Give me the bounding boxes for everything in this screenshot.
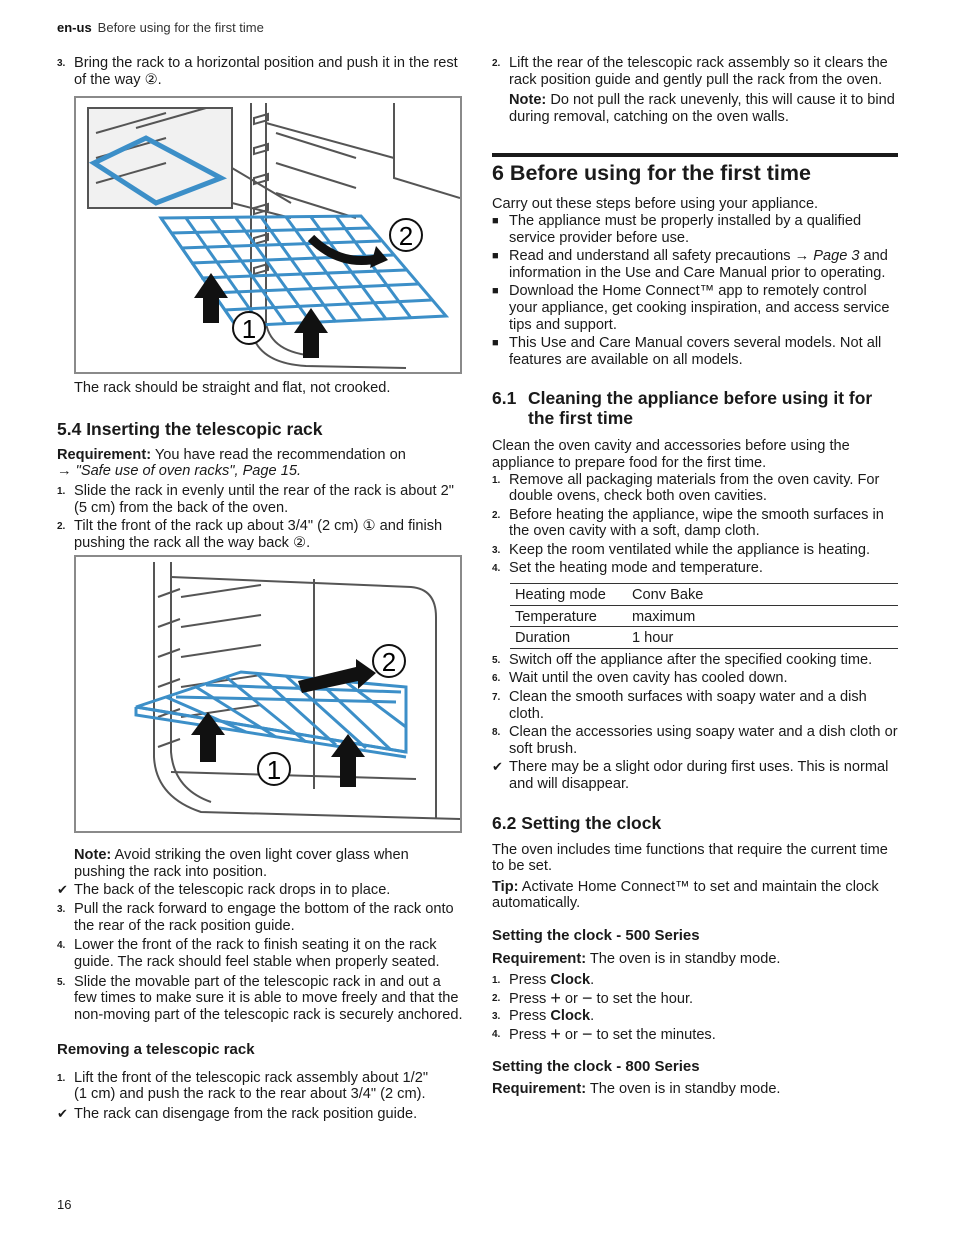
step-number: 3. <box>57 904 66 916</box>
step-text-tail: to set the hour. <box>592 990 694 1007</box>
step-text: Before heating the appliance, wipe the smooth surfaces in the oven cavity with a soft, damp cloth. <box>509 506 884 540</box>
step-text-mid: or <box>560 990 582 1007</box>
fig2-label-2: 2 <box>381 647 397 678</box>
list-item <box>57 483 463 516</box>
result-item <box>57 1106 463 1123</box>
step-text: Press <box>509 990 551 1007</box>
chapter-title: 6 Before using for the first time <box>492 161 811 186</box>
bullet-text: This Use and Care Manual covers several models. Not all features are available on all models. <box>509 335 882 368</box>
table-cell: Duration <box>510 627 627 649</box>
bullet-item <box>492 248 898 281</box>
result-text: The back of the telescopic rack drops in to place. <box>74 881 391 898</box>
step-text: Switch off the appliance after the specified cooking time. <box>509 651 873 668</box>
bullet-text: Read and understand all safety precautions <box>509 248 791 265</box>
table-cell: Temperature <box>510 605 627 627</box>
requirement-text: You have read the recommendation on <box>151 446 406 463</box>
step-number: 2. <box>57 521 66 533</box>
section-5-4-title: 5.4 Inserting the telescopic rack <box>57 418 323 439</box>
figure-caption: The rack should be straight and flat, not crooked. <box>74 380 391 397</box>
bullet-text-tail: and information in the Use and Care Manual prior to operating. <box>509 248 888 281</box>
fig1-label-1: 1 <box>241 314 257 345</box>
section-intro: The oven includes time functions that require the current time to be set. <box>492 841 888 875</box>
list-item <box>57 1070 463 1103</box>
note-text: Do not pull the rack unevenly, this will cause it to bind during removal, catching on the oven walls. <box>509 92 895 125</box>
list-item <box>57 55 463 88</box>
chapter-intro: Carry out these steps before using your appliance. <box>492 196 819 213</box>
result-text: The rack can disengage from the rack position guide. <box>74 1106 418 1123</box>
requirement <box>57 447 463 480</box>
plus-icon: + <box>550 987 561 1008</box>
requirement <box>492 1081 898 1098</box>
page-number: 16 <box>57 1197 72 1212</box>
section-number: 6.1 <box>492 388 517 409</box>
step-text: Tilt the front of the rack up about 3/4" (2 cm) ① and finish pushing the rack all the way back ②. <box>74 518 443 551</box>
step-text-mid: or <box>560 1026 582 1043</box>
clock-button-label: Clock <box>550 1008 591 1025</box>
requirement-label: Requirement: <box>492 1081 587 1098</box>
list-item <box>492 972 898 989</box>
step-text: Press <box>509 1008 551 1025</box>
note-text: Avoid striking the oven light cover glass when pushing the rack into position. <box>74 847 409 880</box>
step-text: Clean the smooth surfaces with soapy water and a dish cloth. <box>509 689 867 722</box>
step-text: Lower the front of the rack to finish seating it on the rack guide. The rack should feel stable when properly seated. <box>74 937 440 970</box>
checkmark-icon: ✔ <box>57 1106 68 1122</box>
note <box>509 92 898 125</box>
list-item <box>492 1023 898 1044</box>
step-number: 4. <box>57 940 66 952</box>
tip-label: Tip: <box>492 878 519 895</box>
step-number: 3. <box>492 1011 501 1023</box>
step-number: 1. <box>492 474 501 486</box>
list-item <box>492 542 898 559</box>
right-column <box>492 55 898 1098</box>
step-text: Lift the rear of the telescopic rack assembly so it clears the rack position guide and gently pull the rack from the oven. <box>509 55 888 88</box>
bullet-text: Download the Home Connect™ app to remotely control your appliance, get cooking inspiration, and access service tips and support. <box>509 283 890 333</box>
list-item <box>57 901 463 934</box>
cross-reference-link[interactable]: → Page 3 <box>794 248 860 265</box>
bullet-icon: ■ <box>492 214 499 227</box>
step-text-tail: . <box>590 972 595 989</box>
list-item <box>492 652 898 669</box>
removing-title: Removing a telescopic rack <box>57 1041 255 1059</box>
section-intro: Clean the oven cavity and accessories before using the appliance to prepare food for the first time. <box>492 438 850 471</box>
tip-text: Activate Home Connect™ to set and maintain the clock automatically. <box>492 878 879 912</box>
step-number: 7. <box>492 692 501 704</box>
table-row <box>510 605 898 627</box>
list-item <box>492 724 898 757</box>
page-header <box>57 20 264 37</box>
list-item <box>492 55 898 88</box>
bullet-icon: ■ <box>492 285 499 298</box>
telescopic-rack-illustration <box>76 557 460 831</box>
step-text: Remove all packaging materials from the oven cavity. For double ovens, check both oven cavities. <box>509 471 880 505</box>
step-text: Press <box>509 1026 551 1043</box>
chapter-heading <box>492 153 898 186</box>
step-text: Slide the movable part of the telescopic rack in and out a few times to make sure it is able to move freely and that the non-moving part of the telescopic rack is securely anchored. <box>74 973 463 1023</box>
step-number: 2. <box>492 58 501 69</box>
minus-icon: − <box>581 987 593 1008</box>
section-6-1-title <box>492 388 898 428</box>
clock-800-title: Setting the clock - 800 Series <box>492 1057 700 1075</box>
step-number: 4. <box>492 563 501 575</box>
step-number: 3. <box>57 58 66 69</box>
list-item <box>492 560 898 577</box>
note-label: Note: <box>509 92 547 109</box>
step-number: 3. <box>492 544 501 556</box>
step-number: 5. <box>492 654 501 666</box>
result-item <box>57 882 463 899</box>
table-cell: Heating mode <box>510 584 627 606</box>
bullet-icon: ■ <box>492 337 499 350</box>
table-cell: 1 hour <box>627 627 898 649</box>
bullet-text: The appliance must be properly installed by a qualified service provider before use. <box>509 212 862 246</box>
step-text: Clean the accessories using soapy water and a dish cloth or soft brush. <box>509 724 898 757</box>
requirement-text: The oven is in standby mode. <box>586 1081 781 1098</box>
result-text: There may be a slight odor during first uses. This is normal and will disappear. <box>509 759 889 792</box>
bullet-item <box>492 213 898 246</box>
bullet-item <box>492 335 898 368</box>
checkmark-icon: ✔ <box>57 881 68 897</box>
list-item <box>57 518 463 551</box>
note-label: Note: <box>74 847 112 864</box>
step-text-tail: to set the minutes. <box>592 1026 716 1043</box>
table-row <box>510 627 898 649</box>
tip <box>492 879 898 912</box>
step-number: 5. <box>57 976 66 988</box>
step-text: Set the heating mode and temperature. <box>509 560 763 577</box>
step-number: 1. <box>492 975 501 987</box>
table-row <box>510 584 898 606</box>
minus-icon: − <box>581 1023 593 1044</box>
fig2-label-1: 1 <box>266 755 282 786</box>
note <box>74 847 463 880</box>
figure-telescopic-rack <box>74 555 462 833</box>
result-item <box>492 759 898 792</box>
list-item <box>57 937 463 970</box>
requirement <box>492 951 898 968</box>
step-text: Lift the front of the telescopic rack assembly about 1/2" (1 cm) and push the rack to the rear about 3/4" (2 cm). <box>74 1069 428 1103</box>
rack-horizontal-illustration <box>76 98 460 372</box>
header-lang: en-us <box>57 20 92 35</box>
step-text: Bring the rack to a horizontal position and push it in the rest of the way ②. <box>74 55 458 88</box>
left-column <box>57 55 463 1125</box>
step-text: Keep the room ventilated while the appliance is heating. <box>509 541 871 558</box>
step-number: 2. <box>492 509 501 521</box>
table-cell: Conv Bake <box>627 584 898 606</box>
step-text: Press <box>509 972 551 989</box>
step-number: 6. <box>492 673 501 685</box>
step-text: Pull the rack forward to engage the bottom of the rack onto the rear of the rack position guide. <box>74 901 454 934</box>
list-item <box>57 974 463 1024</box>
requirement-text: The oven is in standby mode. <box>586 950 781 967</box>
header-title: Before using for the first time <box>97 20 264 35</box>
list-item <box>492 1008 898 1025</box>
step-number: 8. <box>492 727 501 739</box>
step-number: 2. <box>492 992 501 1004</box>
step-number: 1. <box>57 485 66 497</box>
list-item <box>492 670 898 687</box>
clock-500-title: Setting the clock - 500 Series <box>492 926 700 944</box>
plus-icon: + <box>550 1023 561 1044</box>
list-item <box>492 987 898 1008</box>
list-item <box>492 507 898 540</box>
bullet-icon: ■ <box>492 250 499 263</box>
section-title-text: Cleaning the appliance before using it for the first time <box>528 388 873 429</box>
fig1-label-2: 2 <box>398 221 414 252</box>
requirement-label: Requirement: <box>492 950 587 967</box>
step-number: 1. <box>57 1072 66 1084</box>
checkmark-icon: ✔ <box>492 759 503 775</box>
clock-button-label: Clock <box>550 972 591 989</box>
step-number: 4. <box>492 1028 501 1040</box>
table-cell: maximum <box>627 605 898 627</box>
step-text: Slide the rack in evenly until the rear of the rack is about 2" (5 cm) from the back of the oven. <box>74 482 454 516</box>
step-text-tail: . <box>590 1008 595 1025</box>
cross-reference-link[interactable]: → "Safe use of oven racks", Page 15. <box>57 463 301 480</box>
step-text: Wait until the oven cavity has cooled down. <box>509 670 788 687</box>
bullet-item <box>492 283 898 333</box>
requirement-label: Requirement: <box>57 446 152 463</box>
list-item <box>492 689 898 722</box>
figure-rack-horizontal <box>74 96 462 374</box>
settings-table <box>510 583 898 649</box>
list-item <box>492 472 898 505</box>
section-6-2-title: 6.2 Setting the clock <box>492 812 662 833</box>
